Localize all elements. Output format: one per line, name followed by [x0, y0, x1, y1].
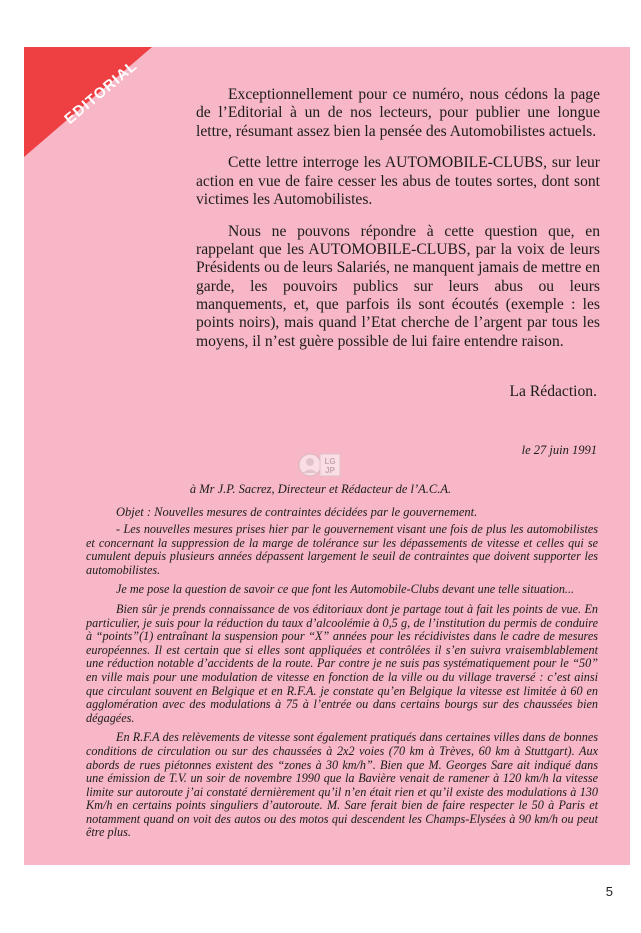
svg-text:LG: LG	[324, 457, 336, 466]
letter-body	[86, 523, 598, 846]
intro-text	[196, 86, 600, 364]
svg-text:JP: JP	[325, 466, 335, 475]
subject-line: Objet : Nouvelles mesures de contraintes décidées par le gouvernement.	[116, 505, 478, 519]
banner-label: EDITORIAL	[61, 57, 141, 128]
signoff: La Rédaction.	[509, 383, 597, 400]
letter-paragraph: Bien sûr je prends connaissance de vos éditoriaux dont je partage tout à fait les points de vue. En particulier, je suis pour la réduction du taux d’alcoolémie à 0,5 g, de l’institution du permis de conduire à “points”(1) entraînant la suspension pour “X” années pour les récidivistes dans le cadre de mesures européennes. Il est certain que si elles sont appliquées et contrôlées il s’en suivra vraisemblablement une réduction notable d’accidents de la route. Par contre je ne suis pas systématiquement pour le “50” en ville mais pour une modulation de vitesse en fonction de la ville ou du village traversé : c’est ainsi que circulant souvent en Belgique et en R.F.A. je constate qu’en Belgique la vitesse est limitée à 60 en agglomération avec des modulations à 75 à l’entrée ou dans certains bourgs sur des chaussées bien dégagées.	[86, 601, 598, 725]
letter-paragraph: - Les nouvelles mesures prises hier par le gouvernement visant une fois de plus les automobilistes et concernant la suppression de la marge de tolérance sur les dépassements de vitesse et celles qui se cumulent depuis plusieurs années dépassent largement le seuil de contraintes que doivent supporter les automobilistes.	[86, 522, 598, 577]
page-number: 5	[605, 884, 613, 899]
addressee: à Mr J.P. Sacrez, Directeur et Rédacteur de l’A.C.A.	[189, 482, 452, 496]
intro-paragraph: Nous ne pouvons répondre à cette question que, en rappelant que les AUTOMOBILE-CLUBS, par la voix de leurs Présidents ou de leurs Salariés, ne manquent jamais de mettre en garde, les pouvoirs publics sur leurs abus ou leurs manquements, et, que parfois ils sont écoutés (exemple : les points noirs), mais quand l’Etat cherche de l’argent par tous les moyens, il n’est guère possible de lui faire entendre raison.	[196, 222, 600, 350]
intro-paragraph: Cette lettre interroge les AUTOMOBILE-CLUBS, sur leur action en vue de faire cesser les abus de toutes sortes, dont sont victimes les Automobilistes.	[196, 154, 600, 208]
letter-paragraph: En R.F.A des relèvements de vitesse sont également pratiqués dans certaines villes dans de bonnes conditions de circulation ou sur des chaussées à 2x2 voies (70 km à Trèves, 60 km à Stuttgart). Aux abords de rues piétonnes existent des “zones à 30 km/h”. Bien que M. Georges Sare ait indiqué dans une émission de T.V. un soir de novembre 1990 que la Bavière venait de ramener à 120 km/h la vitesse limite sur autoroute j’ai constaté dernièrement qu’il n’en était rien et qu’il existe des modulations à 130 Km/h en certains points singuliers d’autoroute. M. Sare ferait bien de faire respecter le 50 à Paris et notamment quand on voit des autos ou des motos qui descendent les Champs-Elysées à 90 km/h ou peut être plus.	[86, 730, 598, 840]
letter-date: le 27 juin 1991	[521, 443, 597, 457]
letter-paragraph: Je me pose la question de savoir ce que font les Automobile-Clubs devant une telle situation...	[116, 582, 575, 597]
intro-paragraph: Exceptionnellement pour ce numéro, nous cédons la page de l’Editorial à un de nos lecteurs, pour publier une longue lettre, résumant assez bien la pensée des Automobilistes actuels.	[196, 86, 600, 140]
publisher-stamp-icon	[298, 448, 342, 482]
